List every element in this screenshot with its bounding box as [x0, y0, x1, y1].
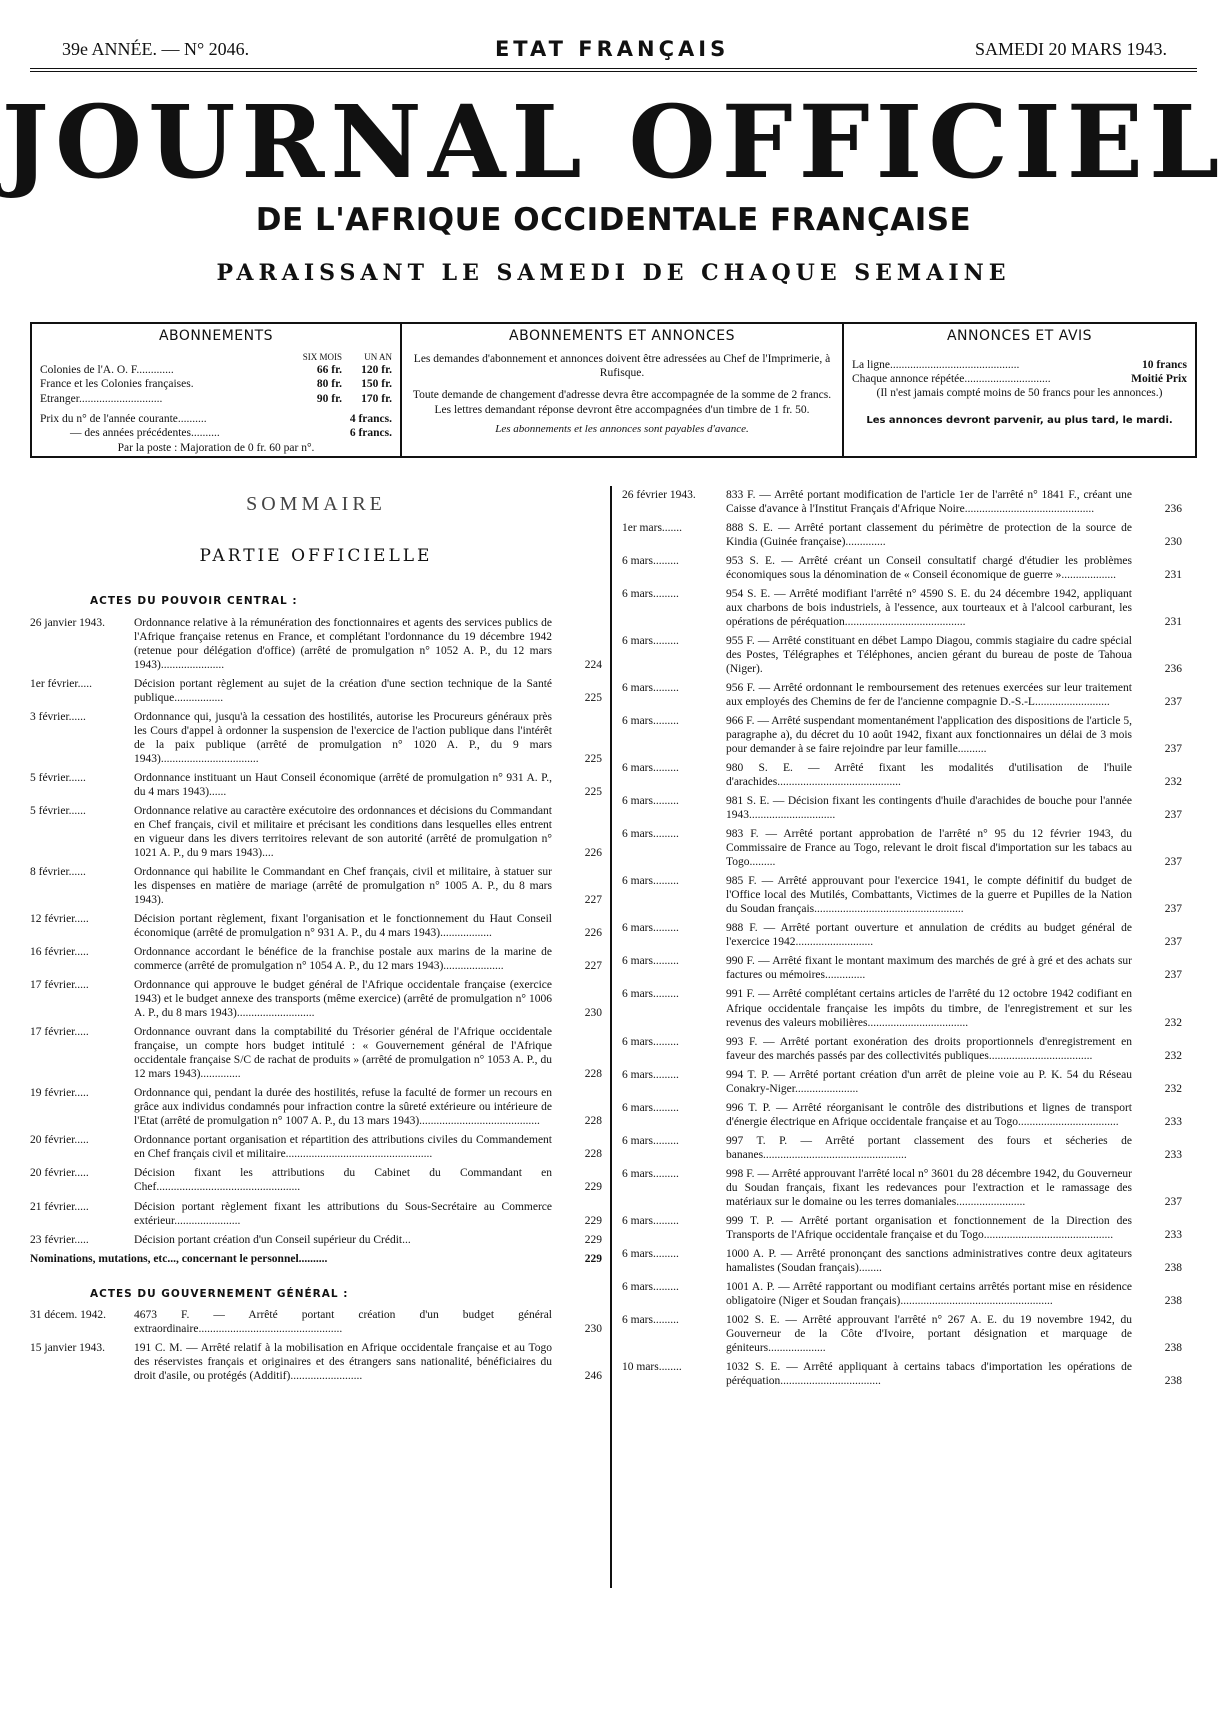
entry-text: Ordonnance instituant un Haut Conseil économique (arrêté de promulgation n° 931 A. P., du 4 mars 1943)......	[134, 772, 552, 799]
entry-text: Ordonnance portant organisation et répartition des attributions civiles du Commandement en Chef français civil et militaire...................................................	[134, 1134, 552, 1161]
entry-page: 238	[1164, 1374, 1182, 1387]
price-one-year: 120 fr.	[361, 363, 392, 376]
change-address-note: Toute demande de changement d'adresse devra être accompagnée de la somme de 2 francs. Les lettres demandant réponse devront être accompagnées d'un timbre de 1 fr. 50.	[412, 389, 832, 416]
partie-title: PARTIE OFFICIELLE	[199, 546, 433, 567]
entry-page: 238	[1164, 1341, 1182, 1354]
list-item	[622, 488, 1182, 516]
entry-date: 19 février.....	[30, 1087, 89, 1100]
entry-page: 228	[584, 1148, 602, 1161]
entry-text: 1002 S. E. — Arrêté approuvant l'arrêté n° 267 A. E. du 19 novembre 1942, du Gouverneur de la Côte d'Ivoire, portant désignation et marquage de géniteurs....................	[726, 1313, 1132, 1354]
list-item	[30, 710, 602, 766]
entry-date: 26 janvier 1943.	[30, 616, 106, 629]
entry-page: 237	[1164, 743, 1182, 756]
entry-page: 232	[1164, 1016, 1182, 1029]
repetee-row: Chaque annonce répétée.............................. Moitié Prix	[852, 372, 1187, 385]
list-item	[622, 587, 1182, 629]
entry-text: Ordonnance qui, pendant la durée des hostilités, refuse la faculté de former un recours en grâce aux individus condamnés pour infraction contre la sûreté extérieure ou intérieure de l'Etat (arrêté de promulgation n° 1007 A. P., du 13 mars 1943)..........................................	[134, 1087, 552, 1128]
entry-page: 228	[584, 1115, 602, 1128]
entry-date: 1er février.....	[30, 677, 92, 690]
list-item	[30, 771, 602, 799]
entry-date: 12 février.....	[30, 913, 89, 926]
entry-page: 232	[1164, 1049, 1182, 1062]
entry-text: 997 T. P. — Arrêté portant classement des fours et sécheries de bananes..................................................	[726, 1134, 1132, 1161]
entry-date: 6 mars.........	[622, 1313, 679, 1326]
entry-page: 225	[584, 786, 602, 799]
entry-date: 6 mars.........	[622, 1167, 679, 1180]
entry-page: 237	[1164, 856, 1182, 869]
payment-note: Les abonnements et les annonces sont payables d'avance.	[495, 423, 749, 435]
entry-text: 833 F. — Arrêté portant modification de l'article 1er de l'arrêté n° 1841 F., créant une Caisse d'avance à l'Institut Français d'Afrique Noire.............................................	[726, 489, 1132, 516]
list-item	[30, 1200, 602, 1228]
list-item	[622, 1134, 1182, 1162]
price-row	[40, 363, 392, 377]
entry-date: 6 mars.........	[622, 1214, 679, 1227]
entry-page: 236	[1164, 663, 1182, 676]
list-item	[622, 874, 1182, 916]
entry-text: Ordonnance accordant le bénéfice de la franchise postale aux marins de la marine de commerce (arrêté de promulgation n° 1054 A. P., du 12 mars 1943).....................	[134, 946, 552, 973]
journal-title: JOURNAL OFFICIEL	[1, 83, 1226, 201]
entry-text: Décision portant création d'un Conseil supérieur du Crédit...	[134, 1233, 411, 1246]
entry-page: 230	[584, 1007, 602, 1020]
prix-courante-row: Prix du n° de l'année courante.......... 4 francs.	[40, 412, 392, 425]
entry-page: 237	[1164, 969, 1182, 982]
entries-right	[622, 488, 1182, 1388]
one-year-header: UN AN	[364, 351, 392, 362]
entry-page: 237	[1164, 1195, 1182, 1208]
entry-date: 20 février.....	[30, 1134, 89, 1147]
entry-text: 991 F. — Arrêté complétant certains articles de l'arrêté du 12 octobre 1942 codifiant en Afrique occidentale française les impôts du timbre, de l'enregistrement et sur les revenus des valeurs mobilières...................................	[726, 988, 1132, 1029]
entry-text: 1000 A. P. — Arrêté prononçant des sanctions administratives contre deux agitateurs hamalistes (Soudan français)........	[726, 1247, 1132, 1274]
entry-page: 231	[1164, 569, 1182, 582]
entry-date: 6 mars.........	[622, 635, 679, 648]
list-item	[622, 521, 1182, 549]
entry-page: 230	[584, 1323, 602, 1336]
entry-text: 1032 S. E. — Arrêté appliquant à certains tabacs d'importation les opérations de péréquation...................................	[726, 1360, 1132, 1387]
entry-page: 230	[1164, 536, 1182, 549]
list-item	[30, 865, 602, 907]
price-one-year: 170 fr.	[361, 392, 392, 405]
entry-date: 17 février.....	[30, 979, 89, 992]
entry-page: 233	[1164, 1148, 1182, 1161]
entry-date: 6 mars.........	[622, 828, 679, 841]
entry-text: 983 F. — Arrêté portant approbation de l'arrêté n° 95 du 12 février 1943, du Commissaire de France au Togo, relevant le droit fiscal d'importation sur les tabacs au Togo.........	[726, 828, 1132, 869]
entry-text: 985 F. — Arrêté approuvant pour l'exercice 1941, le compte définitif du budget de l'Office local des Mutilés, Combattants, Victimes de la guerre et Pupilles de la Nation du Soudan français....................................................	[726, 875, 1132, 916]
entry-text: Ordonnance ouvrant dans la comptabilité du Trésorier général de l'Afrique occidentale française, un compte hors budget intitulé : « Gouvernement général de l'Afrique occidentale française S/C de rachat de produits » (arrêté de promulgation n° 1053 A. P., du 12 mars 1943)..............	[134, 1026, 552, 1081]
entry-page: 237	[1164, 809, 1182, 822]
entry-date: 26 février 1943.	[622, 489, 696, 501]
poste-note: Par la poste : Majoration de 0 fr. 60 par n°.	[117, 441, 315, 454]
nominations-row: Nominations, mutations, etc..., concernant le personnel.......... 229	[30, 1252, 602, 1265]
entry-text: Ordonnance qui, jusqu'à la cessation des hostilités, autorise les Procureurs généraux près les Cours d'appel à ordonner la suspension de l'exercice de l'action publique dans l'intérêt de la paix publique (arrêté de promulgation n° 1020 A. P., du 9 mars 1943)..................................	[134, 711, 552, 766]
entry-date: 6 mars.........	[622, 1280, 679, 1293]
entry-date: 6 mars.........	[622, 588, 679, 601]
entry-page: 231	[1164, 616, 1182, 629]
entry-page: 232	[1164, 776, 1182, 789]
list-item	[30, 1233, 602, 1247]
entry-text: 953 S. E. — Arrêté créant un Conseil consultatif chargé d'étudier les problèmes économiques sous la dénomination de « Conseil économique de guerre »...................	[726, 555, 1132, 582]
price-six-months: 66 fr.	[316, 363, 342, 376]
list-item	[622, 1247, 1182, 1275]
entry-date: 3 février......	[30, 711, 86, 724]
prix-precedentes-row: — des années précédentes.......... 6 francs.	[70, 427, 392, 440]
entry-date: 17 février.....	[30, 1026, 89, 1039]
price-label: Colonies de l'A. O. F.............	[40, 363, 174, 376]
abonnements-box	[32, 324, 402, 456]
list-item	[30, 804, 602, 860]
annonces-avis-title: ANNONCES ET AVIS	[946, 328, 1093, 344]
list-item	[622, 1280, 1182, 1308]
entry-date: 6 mars.........	[622, 1247, 679, 1260]
entry-date: 6 mars.........	[622, 988, 679, 1001]
list-item	[30, 1025, 602, 1081]
entry-date: 6 mars.........	[622, 715, 679, 728]
entry-date: 6 mars.........	[622, 682, 679, 695]
entry-text: 998 F. — Arrêté approuvant l'arrêté local n° 3601 du 28 décembre 1942, du Gouverneur du Soudan français, fixant les redevances pour l'extraction et le ramassage des matériaux sur le domaine ou les terres domaniales........................	[726, 1167, 1132, 1208]
entry-page: 246	[584, 1370, 602, 1383]
list-item	[622, 1035, 1182, 1063]
entry-page: 224	[584, 658, 602, 671]
entry-text: 988 F. — Arrêté portant ouverture et annulation de crédits au budget général de l'exercice 1942...........................	[726, 922, 1132, 949]
entry-date: 5 février......	[30, 805, 86, 818]
list-item	[622, 1313, 1182, 1355]
list-item	[30, 1086, 602, 1128]
entry-text: 980 S. E. — Arrêté fixant les modalités d'utilisation de l'huile d'arachides...........................................	[726, 762, 1132, 789]
list-item	[622, 634, 1182, 676]
list-item	[622, 794, 1182, 822]
entry-page: 237	[1164, 903, 1182, 916]
abonnements-annonces-title: ABONNEMENTS ET ANNONCES	[509, 328, 735, 344]
entry-page: 226	[584, 927, 602, 940]
entry-page: 238	[1164, 1294, 1182, 1307]
price-row	[40, 392, 392, 406]
annonces-avis-box	[844, 324, 1195, 456]
section-gouvernement-general: ACTES DU GOUVERNEMENT GÉNÉRAL :	[90, 1287, 349, 1300]
entry-date: 16 février.....	[30, 946, 89, 959]
entry-text: 955 F. — Arrêté constituant en débet Lampo Diagou, commis stagiaire du cadre spécial des Postes, Télégraphes et Téléphones, ancien gérant du bureau de poste de Tahoua (Niger).	[726, 635, 1132, 676]
list-item	[30, 912, 602, 940]
ligne-row: La ligne............................................. 10 francs	[852, 358, 1187, 371]
column-separator	[610, 486, 612, 1588]
entry-date: 6 mars.........	[622, 795, 679, 808]
entry-text: Ordonnance relative au caractère exécutoire des ordonnances et décisions du Commandant en Chef français, civil et militaire et précisant les conditions dans lesquelles elles entrent en vigueur dans les divers territoires relevant de son autorité (arrêté de promulgation n° 1021 A. P., du 9 mars 1943)....	[134, 805, 552, 860]
entry-date: 6 mars.........	[622, 1068, 679, 1081]
state-name: ETAT FRANÇAIS	[494, 37, 730, 61]
deadline-note: Les annonces devront parvenir, au plus tard, le mardi.	[866, 414, 1173, 426]
entry-page: 236	[1164, 503, 1182, 516]
entry-page: 227	[584, 894, 602, 907]
entry-date: 23 février.....	[30, 1233, 89, 1246]
entry-text: 191 C. M. — Arrêté relatif à la mobilisation en Afrique occidentale française et au Togo des réservistes français et originaires et des étrangers sans nationalité, bénéficiaires du droit d'asile, ou protégés (Additif).........................	[134, 1342, 552, 1383]
list-item	[30, 677, 602, 705]
entry-text: 999 T. P. — Arrêté portant organisation et fonctionnement de la Direction des Transports de l'Afrique occidentale française et du Togo.............................................	[726, 1214, 1132, 1241]
entry-page: 229	[584, 1181, 602, 1194]
entry-text: 966 F. — Arrêté suspendant momentanément l'application des dispositions de l'article 5, paragraphe a), du décret du 10 août 1942, fixant aux fonctionnaires un délai de 3 mois pour demander à se faire rejoindre par leur famille..........	[726, 715, 1132, 756]
list-item	[30, 1341, 602, 1383]
minimum-note: (Il n'est jamais compté moins de 50 francs pour les annonces.)	[876, 387, 1163, 400]
left-column	[30, 488, 602, 1388]
entry-page: 232	[1164, 1082, 1182, 1095]
price-six-months: 90 fr.	[316, 392, 342, 405]
entry-date: 21 février.....	[30, 1200, 89, 1213]
list-item	[622, 761, 1182, 789]
list-item	[622, 1167, 1182, 1209]
list-item	[622, 554, 1182, 582]
abonnements-annonces-box	[402, 324, 844, 456]
top-line	[62, 34, 1167, 64]
list-item	[622, 1068, 1182, 1096]
entry-text: 1001 A. P. — Arrêté rapportant ou modifiant certains arrêtés portant mise en résidence obligatoire (Niger et Soudan français).....................................................	[726, 1280, 1132, 1307]
entries-gouvernement-general	[30, 1308, 602, 1383]
entry-date: 6 mars.........	[622, 762, 679, 775]
entry-date: 5 février......	[30, 772, 86, 785]
six-months-header: SIX MOIS	[302, 351, 342, 362]
entry-page: 238	[1164, 1261, 1182, 1274]
entry-date: 6 mars.........	[622, 555, 679, 568]
entry-date: 10 mars........	[622, 1360, 682, 1373]
entry-date: 6 mars.........	[622, 1134, 679, 1147]
section-pouvoir-central: ACTES DU POUVOIR CENTRAL :	[90, 595, 298, 608]
subscription-boxes	[30, 322, 1197, 458]
entry-page: 228	[584, 1068, 602, 1081]
entry-text: Ordonnance qui approuve le budget général de l'Afrique occidentale française (exercice 1943) et le budget annexe des transports (même exercice) (arrêté de promulgation n° 1006 A. P., du 8 mars 1943)...........................	[134, 979, 552, 1020]
list-item	[622, 921, 1182, 949]
entry-page: 233	[1164, 1228, 1182, 1241]
entry-text: Décision portant règlement fixant les attributions du Sous-Secrétaire au Commerce extérieur.......................	[134, 1200, 552, 1227]
entry-text: 981 S. E. — Décision fixant les contingents d'huile d'arachides de bouche pour l'année 1943..............................	[726, 795, 1132, 822]
entry-page: 229	[584, 1233, 602, 1246]
price-one-year: 150 fr.	[361, 378, 392, 391]
entry-date: 20 février.....	[30, 1167, 89, 1180]
entry-page: 225	[584, 753, 602, 766]
entry-date: 31 décem. 1942.	[30, 1309, 107, 1322]
list-item	[622, 954, 1182, 982]
price-header	[40, 352, 392, 363]
price-label: France et les Colonies françaises.	[40, 378, 194, 391]
entry-page: 225	[584, 692, 602, 704]
entry-page: 229	[584, 1214, 602, 1227]
list-item	[30, 1133, 602, 1161]
list-item	[30, 978, 602, 1020]
entry-text: 994 T. P. — Arrêté portant création d'un arrêt de pleine voie au P. K. 54 du Réseau Conakry-Niger......................	[726, 1068, 1132, 1095]
list-item	[30, 616, 602, 672]
sommaire-title: SOMMAIRE	[246, 493, 386, 515]
price-six-months: 80 fr.	[316, 378, 342, 391]
list-item	[622, 1360, 1182, 1388]
list-item	[30, 945, 602, 973]
list-item	[622, 987, 1182, 1029]
entry-page: 227	[584, 960, 602, 973]
entry-text: Décision fixant les attributions du Cabinet du Commandant en Chef..................................................	[134, 1167, 552, 1194]
entry-text: Décision portant règlement au sujet de la création d'une section technique de la Santé publique.................	[134, 677, 552, 704]
entry-text: 993 F. — Arrêté portant exonération des droits proportionnels d'enregistrement en faveur des marchés passés par des collectivités publiques....................................	[726, 1035, 1132, 1062]
entry-text: Décision portant règlement, fixant l'organisation et le fonctionnement du Haut Conseil économique (arrêté de promulgation n° 931 A. P., du 4 mars 1943)..................	[134, 913, 552, 940]
price-rows	[40, 363, 392, 406]
entry-page: 237	[1164, 696, 1182, 709]
address-note: Les demandes d'abonnement et annonces doivent être adressées au Chef de l'Imprimerie, à Rufisque.	[413, 352, 831, 379]
list-item	[622, 681, 1182, 709]
list-item	[30, 1308, 602, 1336]
list-item	[622, 1101, 1182, 1129]
list-item	[30, 1166, 602, 1194]
issue-date: SAMEDI 20 MARS 1943.	[974, 38, 1167, 59]
entry-text: 996 T. P. — Arrêté réorganisant le contrôle des distributions et lignes de transport d'énergie électrique en Afrique occidentale française et au Togo...................................	[726, 1101, 1132, 1128]
journal-tagline: PARAISSANT LE SAMEDI DE CHAQUE SEMAINE	[216, 260, 1011, 286]
list-item	[622, 827, 1182, 869]
entry-date: 8 février......	[30, 866, 86, 879]
issue-number: 39e ANNÉE. — N° 2046.	[62, 38, 250, 59]
abonnements-title: ABONNEMENTS	[158, 328, 274, 344]
list-item	[622, 1214, 1182, 1242]
entry-text: 4673 F. — Arrêté portant création d'un budget général extraordinaire..................................................	[134, 1309, 552, 1336]
entry-page: 233	[1164, 1115, 1182, 1128]
entry-date: 6 mars.........	[622, 955, 679, 968]
entries-pouvoir-central	[30, 616, 602, 1247]
entry-date: 6 mars.........	[622, 1035, 679, 1048]
entry-text: 990 F. — Arrêté fixant le montant maximum des marchés de gré à gré et des achats sur factures ou mémoires..............	[726, 955, 1132, 982]
entry-page: 237	[1164, 936, 1182, 949]
entry-text: 954 S. E. — Arrêté modifiant l'arrêté n° 4590 S. E. du 24 décembre 1942, appliquant aux charbons de bois industriels, à l'essence, aux tourteaux et à l'alcool carburant, les opérations de péréquation..........................................	[726, 588, 1132, 629]
entry-page: 226	[584, 847, 602, 860]
masthead	[0, 83, 1227, 286]
entry-date: 6 mars.........	[622, 922, 679, 935]
entry-text: 888 S. E. — Arrêté portant classement du périmètre de protection de la source de Kindia (Guinée française)..............	[726, 522, 1132, 549]
list-item	[622, 714, 1182, 756]
entry-date: 6 mars.........	[622, 1101, 679, 1114]
journal-subtitle: DE L'AFRIQUE OCCIDENTALE FRANÇAISE	[255, 202, 972, 238]
entry-text: Ordonnance qui habilite le Commandant en Chef français, civil et militaire, à statuer sur les dispenses en matière de mariage (arrêté de promulgation n° 1005 A. P., du 8 mars 1943).	[134, 866, 552, 907]
top-rule	[30, 68, 1197, 72]
entry-date: 1er mars.......	[622, 522, 683, 535]
right-column	[622, 488, 1182, 1393]
entry-date: 6 mars.........	[622, 875, 679, 888]
price-label: Etranger.............................	[40, 392, 163, 405]
entry-text: Ordonnance relative à la rémunération des fonctionnaires et agents des services publics de l'Afrique française retenus en France, et complétant l'ordonnance du 19 décembre 1942 (retenue pour délégation d'office) (arrêté de promulgation n° 1052 A. P., du 12 mars 1943)......................	[134, 616, 552, 671]
entry-text: 956 F. — Arrêté ordonnant le remboursement des retenues exercées sur leur traitement aux employés des Chemins de fer de l'ancienne compagnie D.-S.-L..........................	[726, 682, 1132, 709]
entry-date: 15 janvier 1943.	[30, 1342, 106, 1355]
price-row	[40, 377, 392, 391]
